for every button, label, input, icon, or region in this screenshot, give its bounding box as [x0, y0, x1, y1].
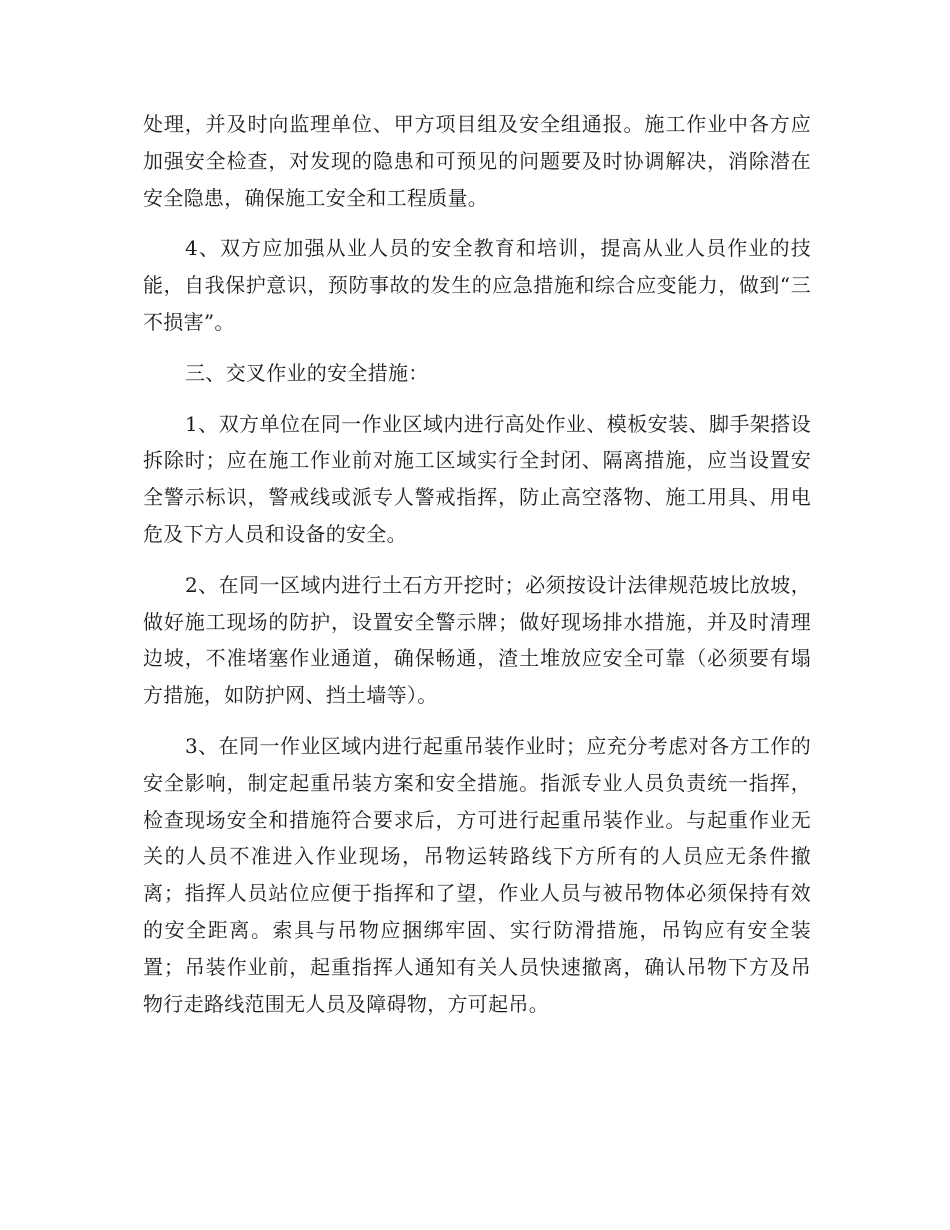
paragraph-item-4: 4、双方应加强从业人员的安全教育和培训，提高从业人员作业的技能，自我保护意识，预防事故的发生的应急措施和综合应变能力，做到“三不损害”。: [143, 236, 811, 334]
section-heading-cross-operation: 三、交叉作业的安全措施：: [185, 360, 429, 385]
document-body: [143, 106, 811, 1036]
paragraph-continuation: 处理，并及时向监理单位、甲方项目组及安全组通报。施工作业中各方应加强安全检查，对发现的隐患和可预见的问题要及时协调解决，消除潜在安全隐患，确保施工安全和工程质量。: [143, 112, 811, 210]
paragraph-item-3: 3、在同一作业区域内进行起重吊装作业时；应充分考虑对各方工作的安全影响，制定起重吊装方案和安全措施。指派专业人员负责统一指挥，检查现场安全和措施符合要求后，方可进行起重吊装作业。与起重作业无关的人员不准进入作业现场，吊物运转路线下方所有的人员应无条件撤离；指挥人员站位应便于指挥和了望，作业人员与被吊物体必须保持有效的安全距离。索具与吊物应捆绑牢固、实行防滑措施，吊钩应有安全装置；吊装作业前，起重指挥人通知有关人员快速撤离，确认吊物下方及吊物行走路线范围无人员及障碍物，方可起吊。: [143, 733, 811, 1016]
paragraph-item-1: 1、双方单位在同一作业区域内进行高处作业、模板安装、脚手架搭设拆除时；应在施工作业前对施工区域实行全封闭、隔离措施，应当设置安全警示标识，警戒线或派专人警戒指挥，防止高空落物、施工用具、用电危及下方人员和设备的安全。: [143, 411, 811, 546]
paragraph-item-2: 2、在同一区域内进行土石方开挖时；必须按设计法律规范坡比放坡，做好施工现场的防护，设置安全警示牌；做好现场排水措施，并及时清理边坡，不准堵塞作业通道，确保畅通，渣土堆放应安全可靠（必须要有塌方措施，如防护网、挡土墙等）。: [143, 572, 811, 708]
